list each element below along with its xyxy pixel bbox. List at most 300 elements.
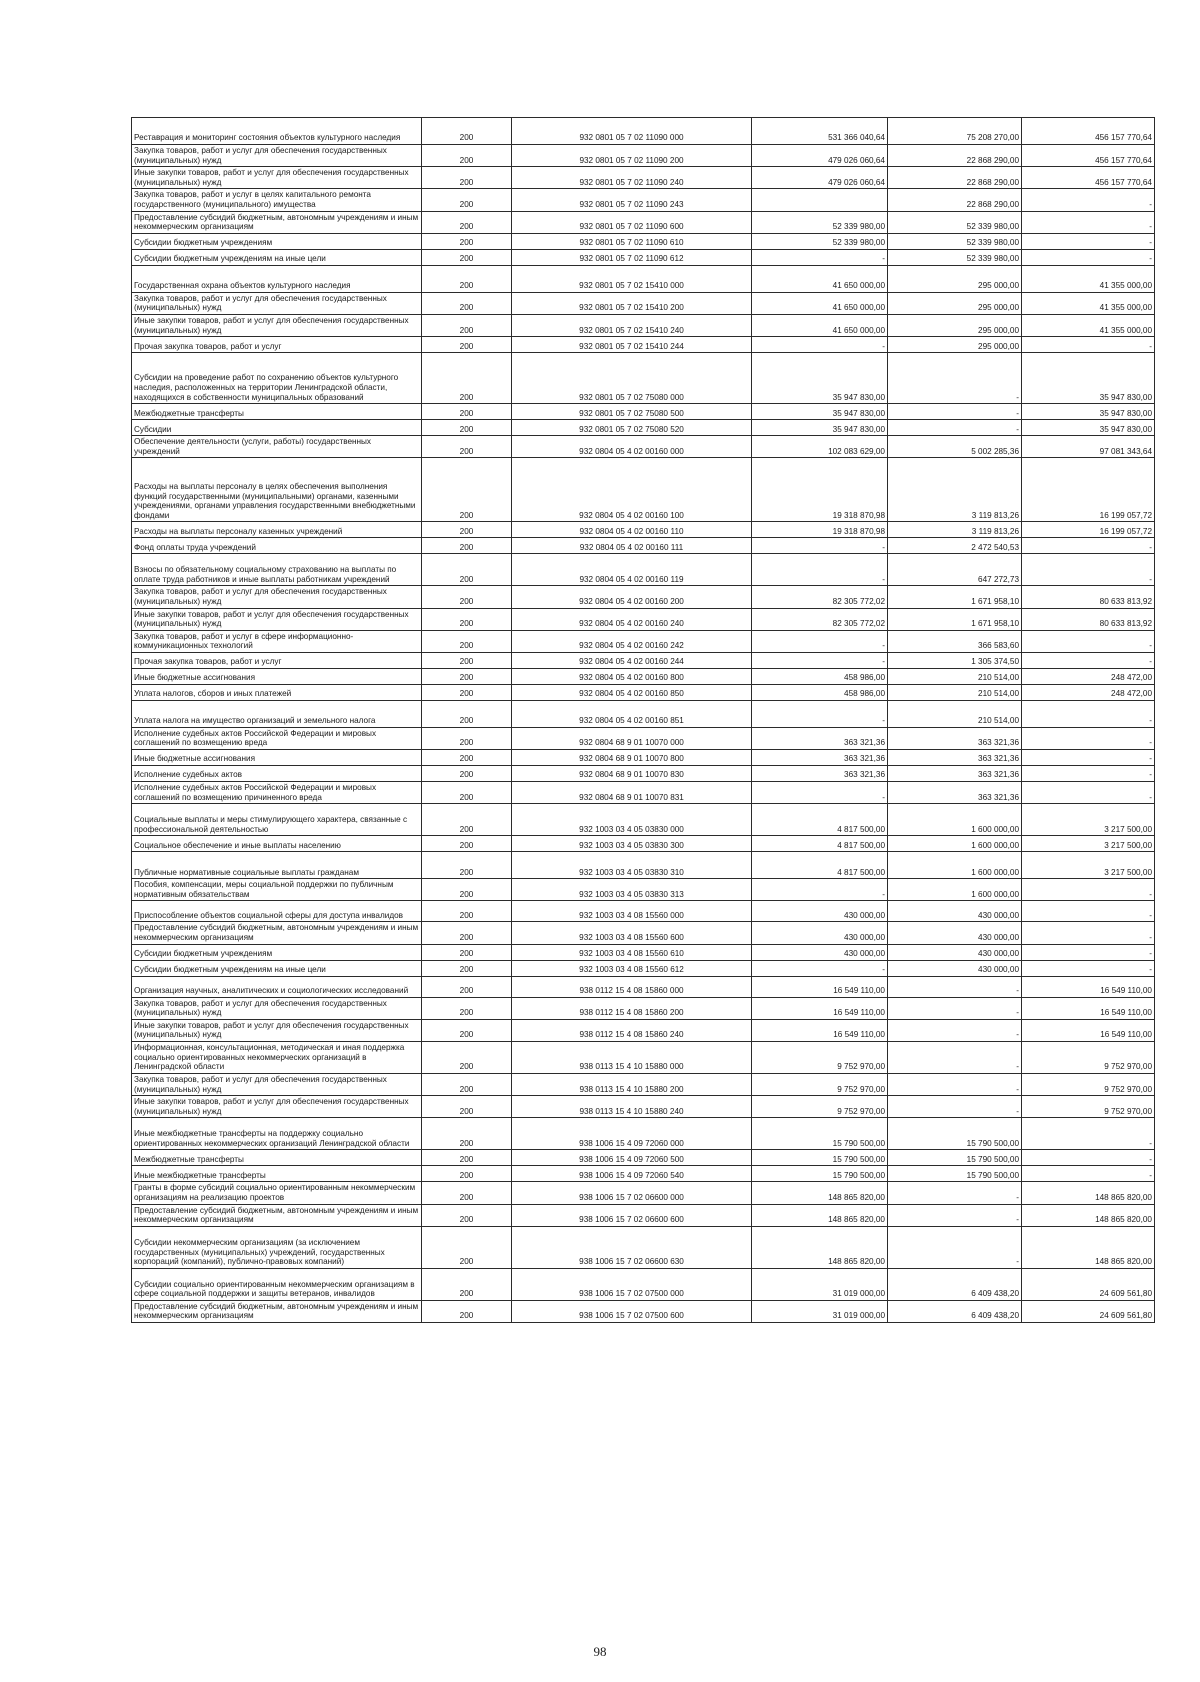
- row-remaining-amount: 456 157 770,64: [1022, 118, 1155, 145]
- table-row: [132, 1019, 1155, 1041]
- table-row: [132, 314, 1155, 336]
- row-line-code: 200: [422, 997, 512, 1019]
- row-executed-amount: 6 409 438,20: [888, 1268, 1022, 1300]
- row-executed-amount: 52 339 980,00: [888, 249, 1022, 265]
- row-line-code: 200: [422, 684, 512, 700]
- table-row: [132, 353, 1155, 404]
- row-remaining-amount: -: [1022, 189, 1155, 211]
- row-executed-amount: -: [888, 1204, 1022, 1226]
- row-approved-amount: -: [752, 879, 888, 901]
- row-executed-amount: 2 472 540,53: [888, 538, 1022, 554]
- row-approved-amount: 4 817 500,00: [752, 852, 888, 879]
- row-line-code: 200: [422, 1074, 512, 1096]
- row-name: Исполнение судебных актов Российской Федерации и мировых соглашений по возмещению вреда: [132, 727, 422, 749]
- row-line-code: 200: [422, 852, 512, 879]
- row-line-code: 200: [422, 700, 512, 727]
- row-line-code: 200: [422, 1019, 512, 1041]
- table-row: [132, 922, 1155, 944]
- row-line-code: 200: [422, 1204, 512, 1226]
- row-line-code: 200: [422, 404, 512, 420]
- row-line-code: 200: [422, 420, 512, 436]
- row-name: Закупка товаров, работ и услуг для обеспечения государственных (муниципальных) нужд: [132, 292, 422, 314]
- row-approved-amount: 479 026 060,64: [752, 145, 888, 167]
- row-name: Реставрация и мониторинг состояния объектов культурного наследия: [132, 118, 422, 145]
- row-executed-amount: -: [888, 404, 1022, 420]
- row-budget-code: 932 0804 05 4 02 00160 100: [512, 458, 752, 522]
- row-budget-code: 932 1003 03 4 08 15560 000: [512, 901, 752, 922]
- row-remaining-amount: 148 865 820,00: [1022, 1204, 1155, 1226]
- row-name: Межбюджетные трансферты: [132, 404, 422, 420]
- row-executed-amount: 1 600 000,00: [888, 804, 1022, 836]
- table-row: [132, 684, 1155, 700]
- row-remaining-amount: -: [1022, 960, 1155, 976]
- row-line-code: 200: [422, 668, 512, 684]
- row-executed-amount: 430 000,00: [888, 901, 1022, 922]
- row-budget-code: 932 0801 05 7 02 11090 610: [512, 233, 752, 249]
- row-executed-amount: -: [888, 1019, 1022, 1041]
- table-row: [132, 1096, 1155, 1118]
- row-budget-code: 932 1003 03 4 05 03830 300: [512, 836, 752, 852]
- row-executed-amount: -: [888, 1042, 1022, 1074]
- row-executed-amount: 3 119 813,26: [888, 522, 1022, 538]
- row-line-code: 200: [422, 922, 512, 944]
- row-approved-amount: 148 865 820,00: [752, 1226, 888, 1268]
- row-approved-amount: 9 752 970,00: [752, 1074, 888, 1096]
- row-name: Прочая закупка товаров, работ и услуг: [132, 652, 422, 668]
- row-executed-amount: 363 321,36: [888, 782, 1022, 804]
- row-budget-code: 932 0801 05 7 02 75080 500: [512, 404, 752, 420]
- page-number: 98: [593, 1644, 607, 1659]
- row-remaining-amount: 248 472,00: [1022, 668, 1155, 684]
- row-budget-code: 932 0801 05 7 02 15410 240: [512, 314, 752, 336]
- row-name: Информационная, консультационная, методическая и иная поддержка социально ориентированных некоммерческих организаций в Ленинградской области: [132, 1042, 422, 1074]
- table-row: [132, 1268, 1155, 1300]
- row-executed-amount: 22 868 290,00: [888, 145, 1022, 167]
- row-executed-amount: 1 600 000,00: [888, 836, 1022, 852]
- row-executed-amount: -: [888, 1182, 1022, 1204]
- row-line-code: 200: [422, 782, 512, 804]
- row-approved-amount: 9 752 970,00: [752, 1096, 888, 1118]
- row-name: Организация научных, аналитических и социологических исследований: [132, 976, 422, 997]
- row-name: Субсидии бюджетным учреждениям: [132, 233, 422, 249]
- row-budget-code: 938 0113 15 4 10 15880 200: [512, 1074, 752, 1096]
- row-remaining-amount: 3 217 500,00: [1022, 836, 1155, 852]
- table-row: [132, 852, 1155, 879]
- row-budget-code: 938 1006 15 7 02 06600 600: [512, 1204, 752, 1226]
- row-name: Иные закупки товаров, работ и услуг для обеспечения государственных (муниципальных) нужд: [132, 1096, 422, 1118]
- row-executed-amount: 363 321,36: [888, 727, 1022, 749]
- row-approved-amount: 430 000,00: [752, 944, 888, 960]
- row-approved-amount: 148 865 820,00: [752, 1182, 888, 1204]
- row-budget-code: 938 0113 15 4 10 15880 240: [512, 1096, 752, 1118]
- row-remaining-amount: -: [1022, 1150, 1155, 1166]
- row-name: Закупка товаров, работ и услуг в целях капитального ремонта государственного (муниципального) имущества: [132, 189, 422, 211]
- row-name: Субсидии социально ориентированным некоммерческим организациям в сфере социальной поддержки и защиты ветеранов, инвалидов: [132, 1268, 422, 1300]
- table-body: [132, 118, 1155, 1323]
- row-name: Субсидии некоммерческим организациям (за исключением государственных (муниципальных) учреждений, государственных корпораций (компаний), публично-правовых компаний): [132, 1226, 422, 1268]
- row-remaining-amount: -: [1022, 944, 1155, 960]
- table-row: [132, 458, 1155, 522]
- row-executed-amount: 1 671 958,10: [888, 608, 1022, 630]
- row-executed-amount: -: [888, 1074, 1022, 1096]
- table-row: [132, 1204, 1155, 1226]
- table-row: [132, 960, 1155, 976]
- table-row: [132, 118, 1155, 145]
- table-row: [132, 554, 1155, 586]
- row-name: Иные межбюджетные трансферты: [132, 1166, 422, 1182]
- row-budget-code: 938 1006 15 4 09 72060 500: [512, 1150, 752, 1166]
- row-executed-amount: 15 790 500,00: [888, 1150, 1022, 1166]
- row-approved-amount: 363 321,36: [752, 766, 888, 782]
- row-name: Субсидии бюджетным учреждениям на иные цели: [132, 960, 422, 976]
- row-name: Иные закупки товаров, работ и услуг для обеспечения государственных (муниципальных) нужд: [132, 314, 422, 336]
- row-executed-amount: 5 002 285,36: [888, 436, 1022, 458]
- row-budget-code: 932 0804 05 4 02 00160 800: [512, 668, 752, 684]
- row-budget-code: 932 0804 05 4 02 00160 200: [512, 586, 752, 608]
- row-name: Иные бюджетные ассигнования: [132, 750, 422, 766]
- row-approved-amount: 52 339 980,00: [752, 211, 888, 233]
- row-remaining-amount: -: [1022, 700, 1155, 727]
- row-name: Иные закупки товаров, работ и услуг для обеспечения государственных (муниципальных) нужд: [132, 608, 422, 630]
- table-row: [132, 1300, 1155, 1322]
- row-remaining-amount: -: [1022, 879, 1155, 901]
- row-executed-amount: 52 339 980,00: [888, 211, 1022, 233]
- row-budget-code: 932 0801 05 7 02 15410 200: [512, 292, 752, 314]
- row-name: Приспособление объектов социальной сферы для доступа инвалидов: [132, 901, 422, 922]
- row-remaining-amount: 148 865 820,00: [1022, 1226, 1155, 1268]
- row-approved-amount: 531 366 040,64: [752, 118, 888, 145]
- row-line-code: 200: [422, 630, 512, 652]
- row-approved-amount: 4 817 500,00: [752, 804, 888, 836]
- row-budget-code: 932 0804 68 9 01 10070 831: [512, 782, 752, 804]
- row-remaining-amount: 24 609 561,80: [1022, 1268, 1155, 1300]
- row-remaining-amount: -: [1022, 1118, 1155, 1150]
- table-row: [132, 1166, 1155, 1182]
- row-budget-code: 932 0804 05 4 02 00160 850: [512, 684, 752, 700]
- row-approved-amount: 16 549 110,00: [752, 1019, 888, 1041]
- row-line-code: 200: [422, 766, 512, 782]
- row-budget-code: 938 1006 15 7 02 06600 000: [512, 1182, 752, 1204]
- row-budget-code: 932 0804 68 9 01 10070 830: [512, 766, 752, 782]
- row-line-code: 200: [422, 1042, 512, 1074]
- row-remaining-amount: -: [1022, 922, 1155, 944]
- row-budget-code: 932 0804 05 4 02 00160 110: [512, 522, 752, 538]
- row-name: Иные межбюджетные трансферты на поддержку социально ориентированных некоммерческих организаций Ленинградской области: [132, 1118, 422, 1150]
- row-approved-amount: 41 650 000,00: [752, 292, 888, 314]
- row-executed-amount: 75 208 270,00: [888, 118, 1022, 145]
- row-name: Субсидии бюджетным учреждениям на иные цели: [132, 249, 422, 265]
- table-row: [132, 804, 1155, 836]
- row-approved-amount: 15 790 500,00: [752, 1118, 888, 1150]
- row-executed-amount: -: [888, 1226, 1022, 1268]
- row-remaining-amount: -: [1022, 211, 1155, 233]
- row-line-code: 200: [422, 538, 512, 554]
- row-remaining-amount: 35 947 830,00: [1022, 404, 1155, 420]
- row-remaining-amount: -: [1022, 727, 1155, 749]
- row-budget-code: 932 0804 05 4 02 00160 000: [512, 436, 752, 458]
- row-remaining-amount: -: [1022, 750, 1155, 766]
- row-line-code: 200: [422, 118, 512, 145]
- table-row: [132, 211, 1155, 233]
- row-approved-amount: -: [752, 782, 888, 804]
- row-budget-code: 938 0112 15 4 08 15860 000: [512, 976, 752, 997]
- row-approved-amount: -: [752, 554, 888, 586]
- row-approved-amount: 16 549 110,00: [752, 997, 888, 1019]
- row-approved-amount: 4 817 500,00: [752, 836, 888, 852]
- row-line-code: 200: [422, 1166, 512, 1182]
- row-line-code: 200: [422, 353, 512, 404]
- row-name: Иные закупки товаров, работ и услуг для обеспечения государственных (муниципальных) нужд: [132, 1019, 422, 1041]
- row-name: Предоставление субсидий бюджетным, автономным учреждениям и иным некоммерческим организациям: [132, 211, 422, 233]
- row-line-code: 200: [422, 804, 512, 836]
- row-approved-amount: 102 083 629,00: [752, 436, 888, 458]
- table-row: [132, 782, 1155, 804]
- row-budget-code: 932 0804 68 9 01 10070 000: [512, 727, 752, 749]
- row-approved-amount: -: [752, 538, 888, 554]
- row-budget-code: 932 0801 05 7 02 11090 612: [512, 249, 752, 265]
- row-budget-code: 932 0801 05 7 02 75080 000: [512, 353, 752, 404]
- row-approved-amount: [752, 189, 888, 211]
- row-approved-amount: -: [752, 700, 888, 727]
- row-line-code: 200: [422, 586, 512, 608]
- table-row: [132, 879, 1155, 901]
- row-budget-code: 938 0112 15 4 08 15860 240: [512, 1019, 752, 1041]
- table-row: [132, 586, 1155, 608]
- row-approved-amount: 82 305 772,02: [752, 608, 888, 630]
- row-remaining-amount: 80 633 813,92: [1022, 586, 1155, 608]
- row-budget-code: 932 1003 03 4 08 15560 612: [512, 960, 752, 976]
- row-remaining-amount: 3 217 500,00: [1022, 852, 1155, 879]
- row-remaining-amount: 3 217 500,00: [1022, 804, 1155, 836]
- table-row: [132, 836, 1155, 852]
- row-name: Государственная охрана объектов культурного наследия: [132, 265, 422, 292]
- table-row: [132, 1074, 1155, 1096]
- row-approved-amount: -: [752, 960, 888, 976]
- table-row: [132, 1042, 1155, 1074]
- row-executed-amount: 430 000,00: [888, 960, 1022, 976]
- row-budget-code: 938 1006 15 7 02 07500 600: [512, 1300, 752, 1322]
- row-approved-amount: 16 549 110,00: [752, 976, 888, 997]
- row-budget-code: 932 0804 05 4 02 00160 240: [512, 608, 752, 630]
- row-name: Иные бюджетные ассигнования: [132, 668, 422, 684]
- table-row: [132, 976, 1155, 997]
- row-remaining-amount: -: [1022, 630, 1155, 652]
- row-budget-code: 932 0801 05 7 02 11090 200: [512, 145, 752, 167]
- row-line-code: 200: [422, 836, 512, 852]
- row-name: Уплата налога на имущество организаций и земельного налога: [132, 700, 422, 727]
- row-budget-code: 938 1006 15 4 09 72060 540: [512, 1166, 752, 1182]
- row-remaining-amount: 248 472,00: [1022, 684, 1155, 700]
- row-name: Пособия, компенсации, меры социальной поддержки по публичным нормативным обязательствам: [132, 879, 422, 901]
- row-remaining-amount: 35 947 830,00: [1022, 353, 1155, 404]
- row-budget-code: 932 1003 03 4 05 03830 310: [512, 852, 752, 879]
- row-line-code: 200: [422, 1182, 512, 1204]
- row-budget-code: 932 0801 05 7 02 11090 000: [512, 118, 752, 145]
- row-remaining-amount: 9 752 970,00: [1022, 1074, 1155, 1096]
- table-row: [132, 420, 1155, 436]
- row-executed-amount: 15 790 500,00: [888, 1166, 1022, 1182]
- row-name: Закупка товаров, работ и услуг для обеспечения государственных (муниципальных) нужд: [132, 1074, 422, 1096]
- row-approved-amount: 363 321,36: [752, 727, 888, 749]
- row-executed-amount: 1 600 000,00: [888, 879, 1022, 901]
- row-remaining-amount: -: [1022, 901, 1155, 922]
- row-executed-amount: 3 119 813,26: [888, 458, 1022, 522]
- row-name: Субсидии: [132, 420, 422, 436]
- row-executed-amount: 647 272,73: [888, 554, 1022, 586]
- row-line-code: 200: [422, 944, 512, 960]
- row-budget-code: 932 0801 05 7 02 15410 244: [512, 337, 752, 353]
- row-executed-amount: 295 000,00: [888, 337, 1022, 353]
- row-line-code: 200: [422, 292, 512, 314]
- row-executed-amount: 1 305 374,50: [888, 652, 1022, 668]
- row-executed-amount: 295 000,00: [888, 292, 1022, 314]
- row-budget-code: 932 0804 05 4 02 00160 242: [512, 630, 752, 652]
- row-name: Обеспечение деятельности (услуги, работы) государственных учреждений: [132, 436, 422, 458]
- row-executed-amount: -: [888, 1096, 1022, 1118]
- row-approved-amount: 9 752 970,00: [752, 1042, 888, 1074]
- row-approved-amount: 15 790 500,00: [752, 1150, 888, 1166]
- row-executed-amount: -: [888, 420, 1022, 436]
- row-line-code: 200: [422, 976, 512, 997]
- row-approved-amount: 430 000,00: [752, 901, 888, 922]
- row-budget-code: 932 0801 05 7 02 11090 243: [512, 189, 752, 211]
- row-name: Прочая закупка товаров, работ и услуг: [132, 337, 422, 353]
- table-row: [132, 1226, 1155, 1268]
- table-row: [132, 901, 1155, 922]
- row-approved-amount: 363 321,36: [752, 750, 888, 766]
- row-remaining-amount: -: [1022, 1166, 1155, 1182]
- row-executed-amount: 6 409 438,20: [888, 1300, 1022, 1322]
- row-line-code: 200: [422, 189, 512, 211]
- table-row: [132, 1118, 1155, 1150]
- row-approved-amount: 52 339 980,00: [752, 233, 888, 249]
- row-name: Исполнение судебных актов Российской Федерации и мировых соглашений по возмещению причиненного вреда: [132, 782, 422, 804]
- row-remaining-amount: -: [1022, 554, 1155, 586]
- table-row: [132, 145, 1155, 167]
- row-budget-code: 932 0801 05 7 02 11090 240: [512, 167, 752, 189]
- row-remaining-amount: 41 355 000,00: [1022, 292, 1155, 314]
- row-remaining-amount: -: [1022, 337, 1155, 353]
- row-executed-amount: -: [888, 353, 1022, 404]
- row-approved-amount: -: [752, 630, 888, 652]
- row-line-code: 200: [422, 879, 512, 901]
- row-approved-amount: 19 318 870,98: [752, 458, 888, 522]
- row-budget-code: 938 1006 15 7 02 07500 000: [512, 1268, 752, 1300]
- row-executed-amount: 430 000,00: [888, 944, 1022, 960]
- budget-execution-table: [131, 117, 1155, 1323]
- row-name: Расходы на выплаты персоналу в целях обеспечения выполнения функций государственными (муниципальными) органами, казенными учреждениями, органами управления государственными внебюджетными фондами: [132, 458, 422, 522]
- table-row: [132, 630, 1155, 652]
- row-name: Уплата налогов, сборов и иных платежей: [132, 684, 422, 700]
- row-line-code: 200: [422, 337, 512, 353]
- row-line-code: 200: [422, 145, 512, 167]
- row-budget-code: 932 1003 03 4 05 03830 313: [512, 879, 752, 901]
- row-line-code: 200: [422, 1096, 512, 1118]
- row-name: Закупка товаров, работ и услуг в сфере информационно-коммуникационных технологий: [132, 630, 422, 652]
- row-approved-amount: 15 790 500,00: [752, 1166, 888, 1182]
- row-budget-code: 932 1003 03 4 08 15560 610: [512, 944, 752, 960]
- row-budget-code: 932 0801 05 7 02 11090 600: [512, 211, 752, 233]
- row-line-code: 200: [422, 458, 512, 522]
- row-name: Социальные выплаты и меры стимулирующего характера, связанные с профессиональной деятельностью: [132, 804, 422, 836]
- row-name: Иные закупки товаров, работ и услуг для обеспечения государственных (муниципальных) нужд: [132, 167, 422, 189]
- row-line-code: 200: [422, 727, 512, 749]
- table-row: [132, 436, 1155, 458]
- row-budget-code: 932 0804 68 9 01 10070 800: [512, 750, 752, 766]
- row-remaining-amount: 41 355 000,00: [1022, 314, 1155, 336]
- row-remaining-amount: -: [1022, 782, 1155, 804]
- row-approved-amount: -: [752, 652, 888, 668]
- row-approved-amount: -: [752, 337, 888, 353]
- row-line-code: 200: [422, 436, 512, 458]
- row-budget-code: 932 0801 05 7 02 75080 520: [512, 420, 752, 436]
- row-approved-amount: 148 865 820,00: [752, 1204, 888, 1226]
- table-row: [132, 700, 1155, 727]
- table-row: [132, 292, 1155, 314]
- row-remaining-amount: 41 355 000,00: [1022, 265, 1155, 292]
- row-approved-amount: 35 947 830,00: [752, 404, 888, 420]
- row-budget-code: 932 0804 05 4 02 00160 851: [512, 700, 752, 727]
- row-remaining-amount: 35 947 830,00: [1022, 420, 1155, 436]
- row-executed-amount: 22 868 290,00: [888, 189, 1022, 211]
- row-line-code: 200: [422, 1150, 512, 1166]
- row-remaining-amount: 80 633 813,92: [1022, 608, 1155, 630]
- row-remaining-amount: -: [1022, 652, 1155, 668]
- row-name: Межбюджетные трансферты: [132, 1150, 422, 1166]
- row-line-code: 200: [422, 554, 512, 586]
- row-line-code: 200: [422, 1268, 512, 1300]
- row-executed-amount: 363 321,36: [888, 750, 1022, 766]
- table-row: [132, 167, 1155, 189]
- row-executed-amount: 210 514,00: [888, 700, 1022, 727]
- row-executed-amount: 52 339 980,00: [888, 233, 1022, 249]
- row-line-code: 200: [422, 1226, 512, 1268]
- row-approved-amount: 41 650 000,00: [752, 314, 888, 336]
- row-remaining-amount: -: [1022, 233, 1155, 249]
- row-approved-amount: 35 947 830,00: [752, 353, 888, 404]
- table-row: [132, 997, 1155, 1019]
- row-line-code: 200: [422, 608, 512, 630]
- row-budget-code: 932 1003 03 4 05 03830 000: [512, 804, 752, 836]
- row-remaining-amount: 9 752 970,00: [1022, 1042, 1155, 1074]
- row-name: Публичные нормативные социальные выплаты гражданам: [132, 852, 422, 879]
- row-remaining-amount: -: [1022, 766, 1155, 782]
- table-row: [132, 944, 1155, 960]
- row-name: Гранты в форме субсидий социально ориентированным некоммерческим организациям на реализацию проектов: [132, 1182, 422, 1204]
- row-name: Социальное обеспечение и иные выплаты населению: [132, 836, 422, 852]
- row-name: Закупка товаров, работ и услуг для обеспечения государственных (муниципальных) нужд: [132, 997, 422, 1019]
- row-budget-code: 932 0804 05 4 02 00160 111: [512, 538, 752, 554]
- row-budget-code: 932 0804 05 4 02 00160 119: [512, 554, 752, 586]
- row-budget-code: 938 0112 15 4 08 15860 200: [512, 997, 752, 1019]
- row-executed-amount: 15 790 500,00: [888, 1118, 1022, 1150]
- table-row: [132, 750, 1155, 766]
- table-row: [132, 249, 1155, 265]
- row-approved-amount: 479 026 060,64: [752, 167, 888, 189]
- row-executed-amount: -: [888, 997, 1022, 1019]
- row-approved-amount: 430 000,00: [752, 922, 888, 944]
- row-line-code: 200: [422, 167, 512, 189]
- row-name: Предоставление субсидий бюджетным, автономным учреждениям и иным некоммерческим организациям: [132, 1300, 422, 1322]
- row-remaining-amount: 456 157 770,64: [1022, 167, 1155, 189]
- table-row: [132, 538, 1155, 554]
- row-line-code: 200: [422, 522, 512, 538]
- row-name: Закупка товаров, работ и услуг для обеспечения государственных (муниципальных) нужд: [132, 145, 422, 167]
- row-executed-amount: 22 868 290,00: [888, 167, 1022, 189]
- row-executed-amount: 210 514,00: [888, 668, 1022, 684]
- row-budget-code: 938 1006 15 7 02 06600 630: [512, 1226, 752, 1268]
- row-executed-amount: 366 583,60: [888, 630, 1022, 652]
